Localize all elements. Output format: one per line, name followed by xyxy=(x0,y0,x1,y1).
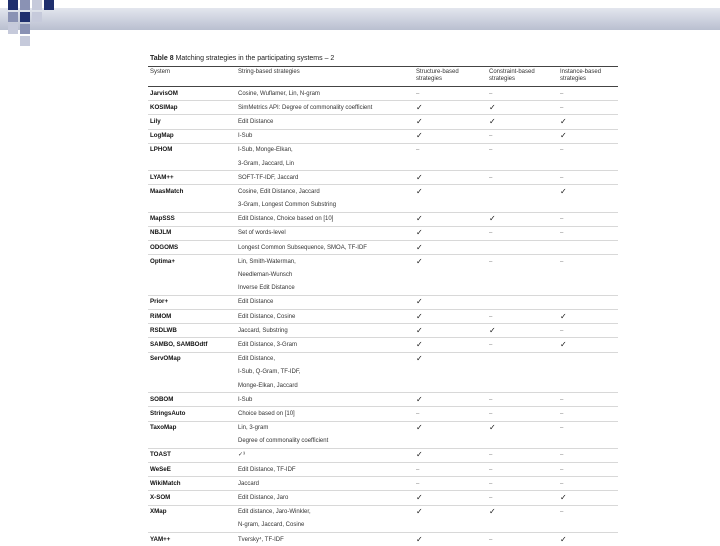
constraint-cell: – xyxy=(487,533,558,546)
string-strategies-cell: Degree of commonality coefficient xyxy=(236,435,414,449)
table-row xyxy=(148,115,618,129)
table-row xyxy=(148,448,618,462)
instance-cell: ✓ xyxy=(558,310,618,324)
column-header-constraint: Constraint-based strategies xyxy=(487,67,558,87)
system-name-cell: XMap xyxy=(148,505,236,519)
table-caption xyxy=(150,54,618,63)
instance-cell: – xyxy=(558,421,618,435)
instance-cell: – xyxy=(558,324,618,338)
constraint-cell xyxy=(487,519,558,533)
string-strategies-cell: ✓³ xyxy=(236,448,414,462)
table-row xyxy=(148,435,618,449)
string-strategies-cell: Edit Distance, Choice based on [10] xyxy=(236,212,414,226)
string-strategies-cell: 3-Gram, Longest Common Substring xyxy=(236,199,414,213)
table-row xyxy=(148,199,618,213)
decorative-square xyxy=(20,12,30,22)
table-row xyxy=(148,241,618,255)
structure-cell: – xyxy=(414,87,487,101)
structure-cell: – xyxy=(414,143,487,157)
table-row xyxy=(148,421,618,435)
system-name-cell: LYAM++ xyxy=(148,171,236,185)
system-name-cell: LogMap xyxy=(148,129,236,143)
string-strategies-cell: Edit Distance xyxy=(236,115,414,129)
instance-cell xyxy=(558,199,618,213)
constraint-cell: – xyxy=(487,393,558,407)
system-name-cell: MaasMatch xyxy=(148,185,236,199)
system-name-cell: JarvisOM xyxy=(148,87,236,101)
constraint-cell: – xyxy=(487,171,558,185)
table-document xyxy=(148,54,618,546)
constraint-cell xyxy=(487,435,558,449)
constraint-cell: ✓ xyxy=(487,101,558,115)
table-row xyxy=(148,352,618,366)
structure-cell: – xyxy=(414,463,487,477)
constraint-cell: – xyxy=(487,477,558,491)
string-strategies-cell: Choice based on [10] xyxy=(236,407,414,421)
constraint-cell xyxy=(487,379,558,393)
table-row xyxy=(148,212,618,226)
structure-cell: – xyxy=(414,407,487,421)
constraint-cell xyxy=(487,268,558,281)
table-row xyxy=(148,87,618,101)
constraint-cell: – xyxy=(487,407,558,421)
table-header-row xyxy=(148,67,618,87)
system-name-cell: X-SOM xyxy=(148,491,236,505)
structure-cell xyxy=(414,157,487,171)
instance-cell xyxy=(558,519,618,533)
string-strategies-cell: Edit Distance, Jaro xyxy=(236,491,414,505)
system-name-cell: Prior+ xyxy=(148,295,236,309)
constraint-cell: – xyxy=(487,310,558,324)
system-name-cell: WeSeE xyxy=(148,463,236,477)
constraint-cell: – xyxy=(487,226,558,240)
structure-cell: ✓ xyxy=(414,324,487,338)
system-name-cell xyxy=(148,366,236,379)
structure-cell xyxy=(414,379,487,393)
structure-cell xyxy=(414,268,487,281)
system-name-cell: Optima+ xyxy=(148,255,236,269)
constraint-cell xyxy=(487,241,558,255)
decorative-square xyxy=(8,0,18,10)
system-name-cell: StringsAuto xyxy=(148,407,236,421)
instance-cell: – xyxy=(558,226,618,240)
decorative-square xyxy=(20,0,30,10)
table-row xyxy=(148,143,618,157)
instance-cell: – xyxy=(558,477,618,491)
instance-cell: ✓ xyxy=(558,129,618,143)
string-strategies-cell: Edit Distance, TF-IDF xyxy=(236,463,414,477)
system-name-cell: ServOMap xyxy=(148,352,236,366)
decorative-square xyxy=(20,36,30,46)
string-strategies-cell: Edit Distance, 3-Gram xyxy=(236,338,414,352)
constraint-cell: – xyxy=(487,463,558,477)
constraint-cell xyxy=(487,366,558,379)
column-header-instance: Instance-based strategies xyxy=(558,67,618,87)
table-row xyxy=(148,185,618,199)
string-strategies-cell: Jaccard, Substring xyxy=(236,324,414,338)
structure-cell: ✓ xyxy=(414,115,487,129)
system-name-cell xyxy=(148,435,236,449)
structure-cell xyxy=(414,519,487,533)
structure-cell xyxy=(414,435,487,449)
string-strategies-cell: Cosine, Edit Distance, Jaccard xyxy=(236,185,414,199)
structure-cell: ✓ xyxy=(414,171,487,185)
string-strategies-cell: Edit Distance, xyxy=(236,352,414,366)
system-name-cell: RiMOM xyxy=(148,310,236,324)
structure-cell: ✓ xyxy=(414,505,487,519)
system-name-cell: WikiMatch xyxy=(148,477,236,491)
constraint-cell: – xyxy=(487,255,558,269)
constraint-cell: ✓ xyxy=(487,115,558,129)
table-row xyxy=(148,157,618,171)
structure-cell: ✓ xyxy=(414,101,487,115)
constraint-cell: ✓ xyxy=(487,505,558,519)
instance-cell xyxy=(558,268,618,281)
structure-cell: ✓ xyxy=(414,352,487,366)
instance-cell: – xyxy=(558,505,618,519)
structure-cell: ✓ xyxy=(414,448,487,462)
table-row xyxy=(148,101,618,115)
table-row xyxy=(148,268,618,281)
system-name-cell: SOBOM xyxy=(148,393,236,407)
instance-cell xyxy=(558,157,618,171)
system-name-cell: LPHOM xyxy=(148,143,236,157)
string-strategies-cell: SOFT-TF-IDF, Jaccard xyxy=(236,171,414,185)
system-name-cell: Lily xyxy=(148,115,236,129)
system-name-cell xyxy=(148,157,236,171)
structure-cell: ✓ xyxy=(414,491,487,505)
table-title-text: Matching strategies in the participating systems – 2 xyxy=(176,55,335,62)
instance-cell: – xyxy=(558,87,618,101)
string-strategies-cell: Needleman-Wunsch xyxy=(236,268,414,281)
instance-cell xyxy=(558,295,618,309)
system-name-cell xyxy=(148,282,236,296)
decorative-square xyxy=(8,12,18,22)
table-row xyxy=(148,295,618,309)
decorative-square xyxy=(32,12,42,22)
constraint-cell xyxy=(487,352,558,366)
instance-cell xyxy=(558,379,618,393)
constraint-cell xyxy=(487,282,558,296)
table-row xyxy=(148,477,618,491)
structure-cell: ✓ xyxy=(414,295,487,309)
structure-cell: ✓ xyxy=(414,255,487,269)
string-strategies-cell: SimMetrics API: Degree of commonality coefficient xyxy=(236,101,414,115)
structure-cell: ✓ xyxy=(414,226,487,240)
system-name-cell: SAMBO, SAMBOdtf xyxy=(148,338,236,352)
table-row xyxy=(148,533,618,546)
table-row xyxy=(148,366,618,379)
system-name-cell: KOSIMap xyxy=(148,101,236,115)
constraint-cell: – xyxy=(487,491,558,505)
structure-cell: ✓ xyxy=(414,421,487,435)
string-strategies-cell: Lin, 3-gram xyxy=(236,421,414,435)
decorative-square xyxy=(8,24,18,34)
table-row xyxy=(148,310,618,324)
instance-cell: ✓ xyxy=(558,115,618,129)
table-row xyxy=(148,226,618,240)
constraint-cell xyxy=(487,199,558,213)
instance-cell: ✓ xyxy=(558,533,618,546)
string-strategies-cell: Cosine, Wuflamer, Lin, N-gram xyxy=(236,87,414,101)
constraint-cell xyxy=(487,295,558,309)
table-row xyxy=(148,255,618,269)
instance-cell: – xyxy=(558,393,618,407)
table-row xyxy=(148,491,618,505)
string-strategies-cell: Jaccard xyxy=(236,477,414,491)
system-name-cell: ODGOMS xyxy=(148,241,236,255)
system-name-cell: RSDLWB xyxy=(148,324,236,338)
column-header-system: System xyxy=(148,67,236,87)
structure-cell: ✓ xyxy=(414,129,487,143)
system-name-cell xyxy=(148,379,236,393)
table-row xyxy=(148,129,618,143)
decorative-square xyxy=(32,0,42,10)
string-strategies-cell: Monge-Elkan, Jaccard xyxy=(236,379,414,393)
decorative-square xyxy=(44,0,54,10)
instance-cell xyxy=(558,352,618,366)
structure-cell: ✓ xyxy=(414,533,487,546)
instance-cell xyxy=(558,435,618,449)
matching-strategies-table xyxy=(148,66,618,546)
structure-cell: – xyxy=(414,477,487,491)
instance-cell: – xyxy=(558,101,618,115)
instance-cell: – xyxy=(558,448,618,462)
string-strategies-cell: N-gram, Jaccard, Cosine xyxy=(236,519,414,533)
instance-cell: – xyxy=(558,463,618,477)
system-name-cell: MapSSS xyxy=(148,212,236,226)
instance-cell xyxy=(558,241,618,255)
structure-cell xyxy=(414,366,487,379)
string-strategies-cell: Set of words-level xyxy=(236,226,414,240)
structure-cell: ✓ xyxy=(414,310,487,324)
instance-cell: ✓ xyxy=(558,338,618,352)
decorative-square xyxy=(20,24,30,34)
table-body xyxy=(148,87,618,546)
constraint-cell xyxy=(487,157,558,171)
system-name-cell xyxy=(148,519,236,533)
table-row xyxy=(148,519,618,533)
table-number: Table 8 xyxy=(150,55,174,62)
system-name-cell: NBJLM xyxy=(148,226,236,240)
structure-cell xyxy=(414,199,487,213)
constraint-cell: – xyxy=(487,143,558,157)
instance-cell: – xyxy=(558,407,618,421)
string-strategies-cell: I-Sub xyxy=(236,129,414,143)
constraint-cell: – xyxy=(487,338,558,352)
system-name-cell: YAM++ xyxy=(148,533,236,546)
system-name-cell xyxy=(148,268,236,281)
system-name-cell xyxy=(148,199,236,213)
structure-cell: ✓ xyxy=(414,338,487,352)
string-strategies-cell: Tversky⁴, TF-IDF xyxy=(236,533,414,546)
table-row xyxy=(148,338,618,352)
string-strategies-cell: Edit distance, Jaro-Winkler, xyxy=(236,505,414,519)
table-row xyxy=(148,282,618,296)
slide-header-band xyxy=(0,8,720,30)
system-name-cell: TaxoMap xyxy=(148,421,236,435)
string-strategies-cell: Edit Distance, Cosine xyxy=(236,310,414,324)
table-row xyxy=(148,393,618,407)
string-strategies-cell: Inverse Edit Distance xyxy=(236,282,414,296)
instance-cell: – xyxy=(558,143,618,157)
table-row xyxy=(148,463,618,477)
table-row xyxy=(148,171,618,185)
instance-cell: ✓ xyxy=(558,491,618,505)
table-row xyxy=(148,379,618,393)
string-strategies-cell: I-Sub, Q-Gram, TF-IDF, xyxy=(236,366,414,379)
structure-cell: ✓ xyxy=(414,241,487,255)
structure-cell: ✓ xyxy=(414,185,487,199)
instance-cell: – xyxy=(558,212,618,226)
table-row xyxy=(148,324,618,338)
string-strategies-cell: Lin, Smith-Waterman, xyxy=(236,255,414,269)
table-row xyxy=(148,505,618,519)
string-strategies-cell: Longest Common Subsequence, SMOA, TF-IDF xyxy=(236,241,414,255)
instance-cell xyxy=(558,282,618,296)
table-row xyxy=(148,407,618,421)
string-strategies-cell: 3-Gram, Jaccard, Lin xyxy=(236,157,414,171)
instance-cell: ✓ xyxy=(558,185,618,199)
structure-cell: ✓ xyxy=(414,393,487,407)
string-strategies-cell: I-Sub, Monge-Elkan, xyxy=(236,143,414,157)
constraint-cell: – xyxy=(487,448,558,462)
column-header-structure: Structure-based strategies xyxy=(414,67,487,87)
instance-cell: – xyxy=(558,255,618,269)
structure-cell xyxy=(414,282,487,296)
instance-cell: – xyxy=(558,171,618,185)
constraint-cell: ✓ xyxy=(487,212,558,226)
system-name-cell: TOAST xyxy=(148,448,236,462)
column-header-string: String-based strategies xyxy=(236,67,414,87)
structure-cell: ✓ xyxy=(414,212,487,226)
constraint-cell: – xyxy=(487,87,558,101)
string-strategies-cell: Edit Distance xyxy=(236,295,414,309)
constraint-cell xyxy=(487,185,558,199)
constraint-cell: ✓ xyxy=(487,421,558,435)
instance-cell xyxy=(558,366,618,379)
constraint-cell: – xyxy=(487,129,558,143)
decorative-squares xyxy=(0,0,60,48)
constraint-cell: ✓ xyxy=(487,324,558,338)
string-strategies-cell: I-Sub xyxy=(236,393,414,407)
